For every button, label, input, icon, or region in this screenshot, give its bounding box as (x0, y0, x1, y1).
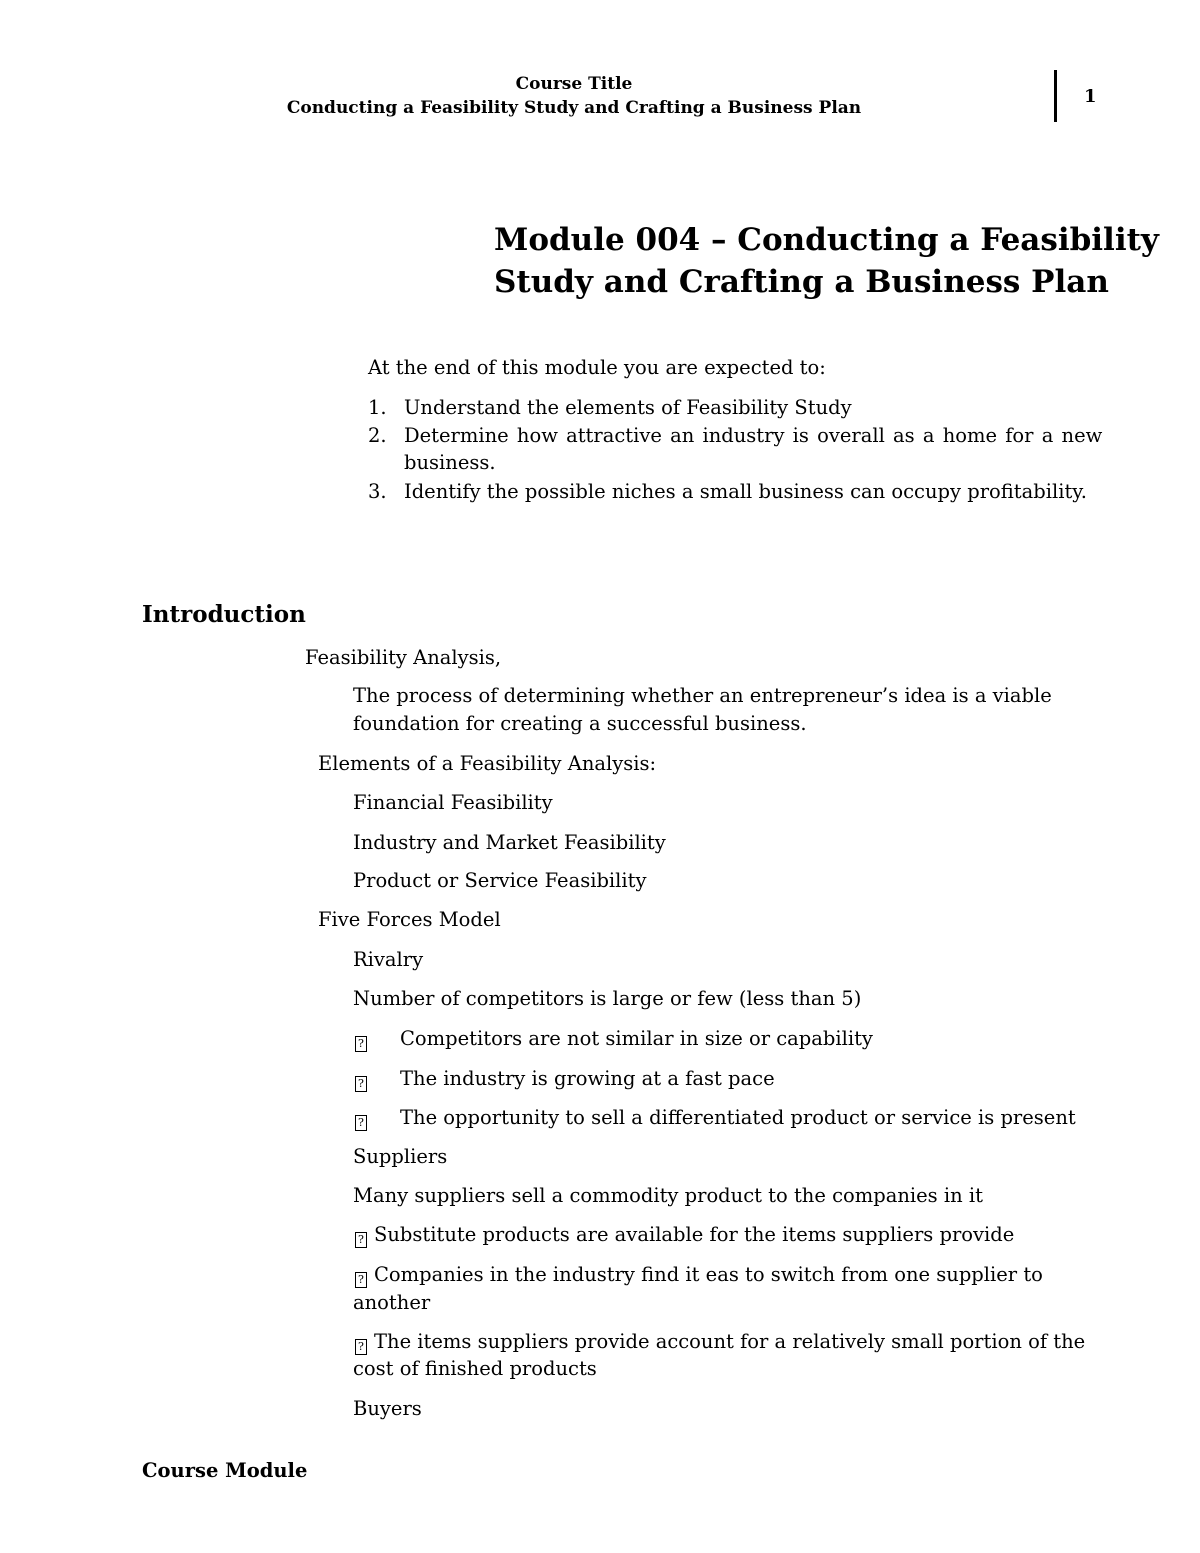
rivalry-bullet: Competitors are not similar in size or capability (400, 1027, 873, 1050)
objective-number: 2. (368, 424, 387, 447)
objective-number: 3. (368, 480, 387, 503)
bullet-glyph: ? (355, 1115, 367, 1131)
bullet-glyph: ? (355, 1339, 367, 1355)
definition-line1: The process of determining whether an entrepreneur’s idea is a viable (353, 684, 1052, 707)
bullet-icon (355, 1223, 367, 1248)
header-divider (1054, 70, 1057, 122)
header-course-title: Course Title (515, 74, 633, 94)
supplier-bullet: The items suppliers provide account for a relatively small portion of the (374, 1330, 1086, 1353)
rivalry-label: Rivalry (353, 948, 424, 971)
module-title-line2: Study and Crafting a Business Plan (494, 264, 1109, 300)
element-item: Industry and Market Feasibility (353, 831, 666, 854)
objective-text: Determine how attractive an industry is overall as a home for a new (404, 424, 1103, 447)
objective-text: Identify the possible niches a small business can occupy profitability. (404, 480, 1087, 503)
definition-line2: foundation for creating a successful business. (353, 712, 807, 735)
five-forces-label: Five Forces Model (318, 908, 501, 931)
bullet-icon (355, 1106, 367, 1131)
suppliers-point: Many suppliers sell a commodity product to the companies in it (353, 1184, 983, 1207)
page-number: 1 (1084, 86, 1097, 107)
rivalry-point: Number of competitors is large or few (less than 5) (353, 987, 862, 1010)
bullet-glyph: ? (355, 1036, 367, 1052)
buyers-label: Buyers (353, 1397, 422, 1420)
feasibility-analysis-label: Feasibility Analysis, (305, 646, 502, 669)
elements-label: Elements of a Feasibility Analysis: (318, 752, 657, 775)
supplier-bullet-continued: cost of finished products (353, 1357, 597, 1380)
bullet-icon (355, 1027, 367, 1052)
rivalry-bullet: The opportunity to sell a differentiated product or service is present (400, 1106, 1076, 1129)
bullet-glyph: ? (355, 1232, 367, 1248)
header-course-name: Conducting a Feasibility Study and Crafting a Business Plan (286, 98, 862, 118)
element-item: Product or Service Feasibility (353, 869, 647, 892)
bullet-icon (355, 1263, 367, 1288)
supplier-bullet: Substitute products are available for the items suppliers provide (374, 1223, 1015, 1246)
bullet-glyph: ? (355, 1272, 367, 1288)
supplier-bullet: Companies in the industry find it eas to switch from one supplier to (374, 1263, 1043, 1286)
objectives-intro: At the end of this module you are expected to: (368, 356, 826, 379)
element-item: Financial Feasibility (353, 791, 553, 814)
suppliers-label: Suppliers (353, 1145, 448, 1168)
supplier-bullet-continued: another (353, 1291, 431, 1314)
objective-number: 1. (368, 396, 387, 419)
bullet-icon (355, 1067, 367, 1092)
section-heading-introduction: Introduction (142, 601, 306, 628)
bullet-glyph: ? (355, 1076, 367, 1092)
objective-text-continued: business. (404, 451, 496, 474)
bullet-icon (355, 1330, 367, 1355)
objective-text: Understand the elements of Feasibility Study (404, 396, 852, 419)
rivalry-bullet: The industry is growing at a fast pace (400, 1067, 775, 1090)
module-title-line1: Module 004 – Conducting a Feasibility (494, 222, 1159, 258)
footer-course-module: Course Module (142, 1459, 308, 1482)
